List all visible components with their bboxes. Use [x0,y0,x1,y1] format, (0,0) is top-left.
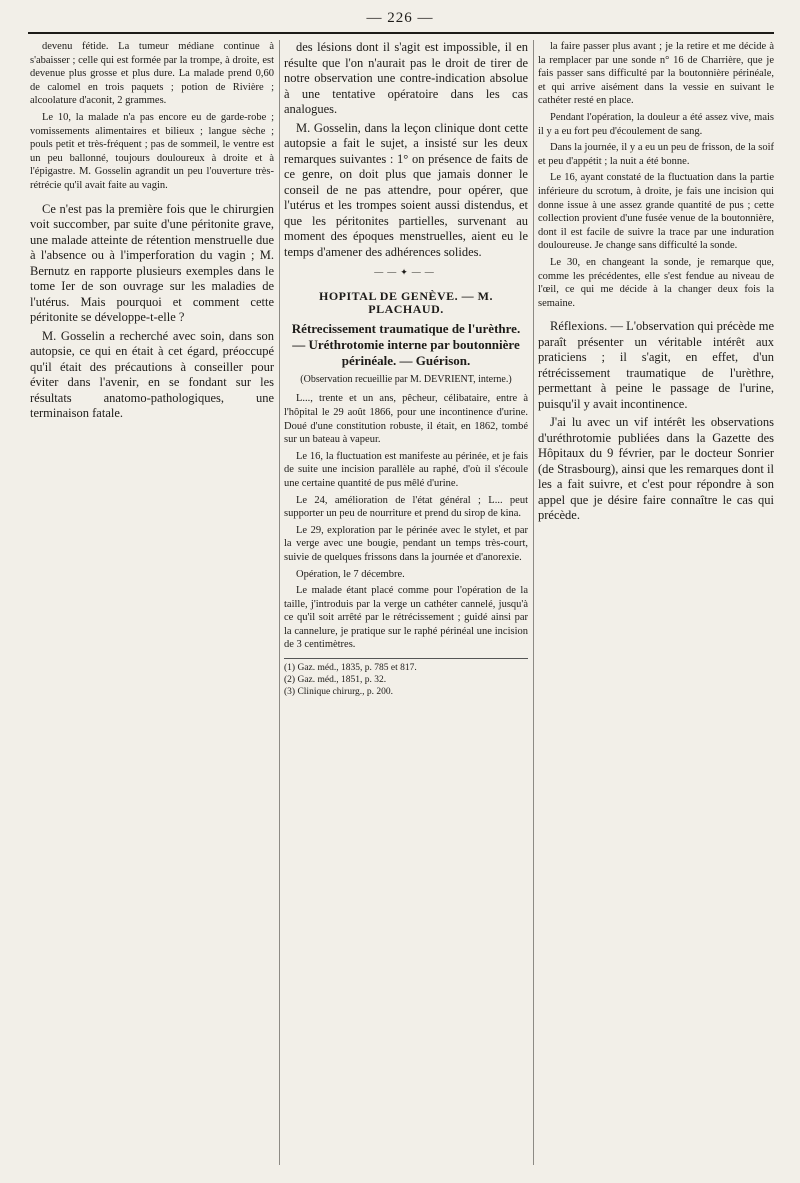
column-right [538,40,774,1170]
column-rule [533,40,534,1165]
section-divider: ——✦—— [374,267,438,277]
paragraph: Le 16, la fluctuation est manifeste au périnée, et je fais de suite une incision parallèle au raphé, d'où il s'écoule une certaine quantité de pus mêlé d'urine. [284,450,528,489]
footnote: (3) Clinique chirurg., p. 200. [284,687,394,698]
paragraph: M. Gosselin a recherché avec soin, dans son autopsie, ce qui en était à cet égard, préoccupé qu'il était des précautions à conseiller pour éviter dans l'avenir, en se fondant sur les résultats anatomo-pathologiques, une terminaison fatale. [30,328,274,421]
header-rule [28,32,774,34]
paragraph: Le 29, exploration par le périnée avec le stylet, et par la verge avec une bougie, pendant un temps très-court, suivie de quelques frissons dans la journée et d'anorexie. [284,524,528,563]
article-subtitle: (Observation recueillie par M. DEVRIENT, interne.) [300,373,512,385]
paragraph: Le 16, ayant constaté de la fluctuation dans la partie inférieure du scrotum, à droite, je fais une incision qui donne issue à une assez grande quantité de pus ; cette collection provient d'une fusée venue de la boutonnière, dont il est facile de suivre la trace par une induration douloureuse. Je change sans difficulté la sonde. [538,172,774,252]
paragraph: Le 10, la malade n'a pas encore eu de garde-robe ; vomissements alimentaires et bilieux ; langue sèche ; pouls petit et très-fréquent ; pas de sommeil, le ventre est un peu ballonné, toujours douloureux à droite et à l'épigastre. M. Gosselin agrandit un peu l'ouverture très-rétrécie qu'il avait faite au vagin. [30,111,274,191]
paragraph: J'ai lu avec un vif intérêt les observations d'uréthrotomie publiées dans la Gazette des Hôpitaux du 9 février, par le docteur Sonrier (de Strasbourg), ainsi que les remarques dont il les a fait suivre, et c'est pour répondre à son appel que je désire faire connaître le cas qui précède. [538,415,774,523]
hospital-heading: HOPITAL DE GENÈVE. — M. PLACHAUD. [319,288,493,317]
paragraph: L..., trente et un ans, pêcheur, célibataire, entre à l'hôpital le 29 août 1866, pour une incontinence d'urine. Doué d'une constitution robuste, il était, en 1862, tombé sur un bateau à vapeur. [284,393,528,446]
paragraph: Le 24, amélioration de l'état général ; L... peut supporter un peu de nourriture et prend du sirop de kina. [284,494,528,520]
paragraph: M. Gosselin, dans la leçon clinique dont cette autopsie a fait le sujet, a insisté sur les deux remarques suivantes : 1° on présence de faits de ce genre, on doit plus que jamais donner le conseil de ne pas attendre, pour opérer, que l'utérus et les trompes soient aussi distendus, et que les péritonites partielles, survenant au moment des époques menstruelles, aient eu le temps d'amener des adhérences solides. [284,120,528,259]
paragraph: Pendant l'opération, la douleur a été assez vive, mais il y a eu fort peu d'écoulement de sang. [538,111,774,137]
column-middle [284,40,528,1170]
paragraph: devenu fétide. La tumeur médiane continue à s'abaisser ; celle qui est formée par la trompe, à droite, est devenue plus grosse et plus dure. La malade prend 0,60 de calomel en trois paquets ; potion de Rivière ; alcoolature d'aconit, 2 grammes. [30,41,274,107]
paragraph: Réflexions. — L'observation qui précède me paraît présenter un véritable intérêt aux praticiens ; il s'agit, en effet, d'un rétrécissement traumatique de l'urèthre, permettant à peine le passage de l'urine, puisqu'il y avait incontinence. [538,319,774,411]
article-title: Rétrecissement traumatique de l'urèthre. — Uréthrotomie interne par boutonnière périnéale. — Guérison. [291,320,521,368]
footnote: (2) Gaz. méd., 1851, p. 32. [284,675,387,686]
page-number: — 226 — [366,10,434,26]
paragraph: Ce n'est pas la première fois que le chirurgien voit succomber, par suite d'une péritonite grave, une malade atteinte de rétention menstruelle due à l'absence ou à l'imperforation du vagin ; M. Bernutz en rapporte plusieurs exemples dans le tome Ier de son ouvrage sur les maladies de l'utérus. Mais pourquoi et comment cette péritonite se développe-t-elle ? [30,201,274,325]
paragraph: Opération, le 7 décembre. [296,568,405,580]
paragraph: des lésions dont il s'agit est impossible, il en résulte que l'on n'aurait pas le droit de tirer de notre observation une contre-indication absolue à une tentative opératoire dans les cas analogues. [284,40,528,116]
paragraph: Le 30, en changeant la sonde, je remarque que, comme les précédentes, elle s'est fendue au niveau de l'œil, ce qui me décide à la changer deux fois la semaine. [538,256,774,309]
column-left [30,40,274,1170]
paragraph: la faire passer plus avant ; je la retire et me décide à la remplacer par une sonde n° 16 de Charrière, que je fais passer sans difficulté par la boutonnière périnéale, et qui arrive aisément dans la vessie en suivant le cathéter resté en place. [538,41,774,107]
footnote: (1) Gaz. méd., 1835, p. 785 et 817. [284,663,417,674]
column-rule [279,40,280,1165]
paragraph: Dans la journée, il y a eu un peu de frisson, de la soif et peu d'appétit ; la nuit a été bonne. [538,142,774,167]
footnotes [284,658,528,698]
paragraph: Le malade étant placé comme pour l'opération de la taille, j'introduis par la verge un cathéter cannelé, jusqu'à ce qu'il soit arrêté par le rétrécissement ; guidé ainsi par la cannelure, je pratique sur le raphé périnéal une incision de 3 centimètres. [284,585,528,651]
